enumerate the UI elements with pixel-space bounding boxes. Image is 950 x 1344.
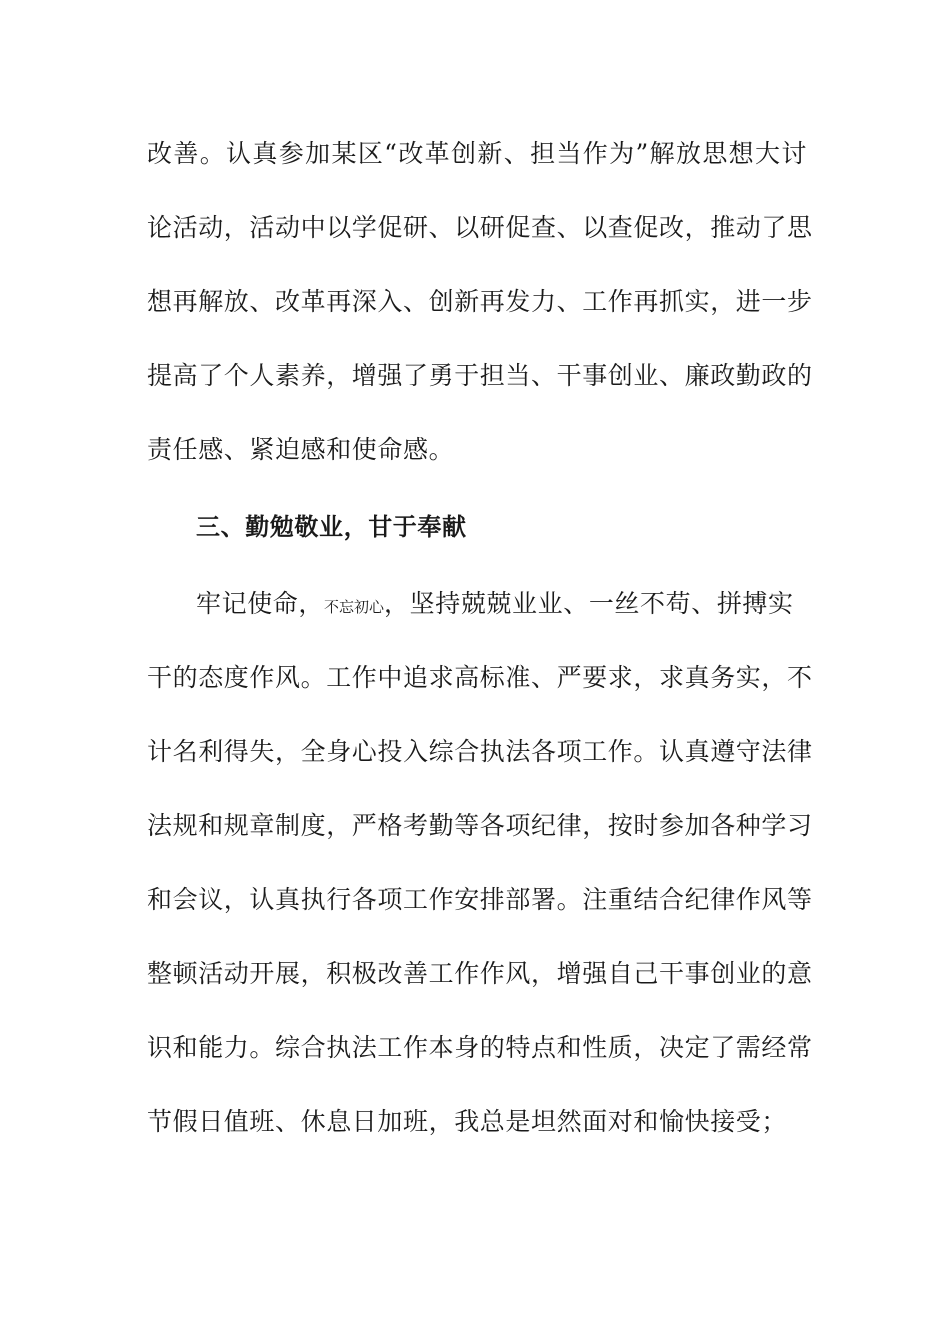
- paragraph-text: ，坚持兢兢业业、一丝不苟、拼搏实: [384, 589, 794, 618]
- paragraph-line: 想再解放、改革再深入、创新再发力、工作再抓实，进一步: [147, 287, 813, 316]
- paragraph-line: 责任感、紧迫感和使命感。: [147, 435, 455, 464]
- paragraph-line: 节假日值班、休息日加班，我总是坦然面对和愉快接受；: [147, 1107, 788, 1136]
- paragraph-line: 改善。认真参加某区“改革创新、担当作为”解放思想大讨: [147, 139, 807, 168]
- section-heading: 三、勤勉敬业，甘于奉献: [196, 513, 467, 541]
- paragraph-text: 牢记使命，: [196, 589, 325, 618]
- paragraph-line: 整顿活动开展，积极改善工作作风，增强自己干事创业的意: [147, 959, 813, 988]
- paragraph-line: 计名利得失，全身心投入综合执法各项工作。认真遵守法律: [147, 737, 813, 766]
- paragraph-line: 识和能力。综合执法工作本身的特点和性质，决定了需经常: [147, 1033, 813, 1062]
- paragraph-line: 干的态度作风。工作中追求高标准、严要求，求真务实，不: [147, 663, 813, 692]
- paragraph-line: 和会议，认真执行各项工作安排部署。注重结合纪律作风等: [147, 885, 813, 914]
- paragraph-line: 法规和规章制度，严格考勤等各项纪律，按时参加各种学习: [147, 811, 813, 840]
- paragraph-line: 提高了个人素养，增强了勇于担当、干事创业、廉政勤政的: [147, 361, 813, 390]
- paragraph-line: 论活动，活动中以学促研、以研促查、以查促改，推动了思: [147, 213, 813, 242]
- paragraph-text-small: 不忘初心: [324, 598, 385, 616]
- paragraph-line: [196, 584, 807, 624]
